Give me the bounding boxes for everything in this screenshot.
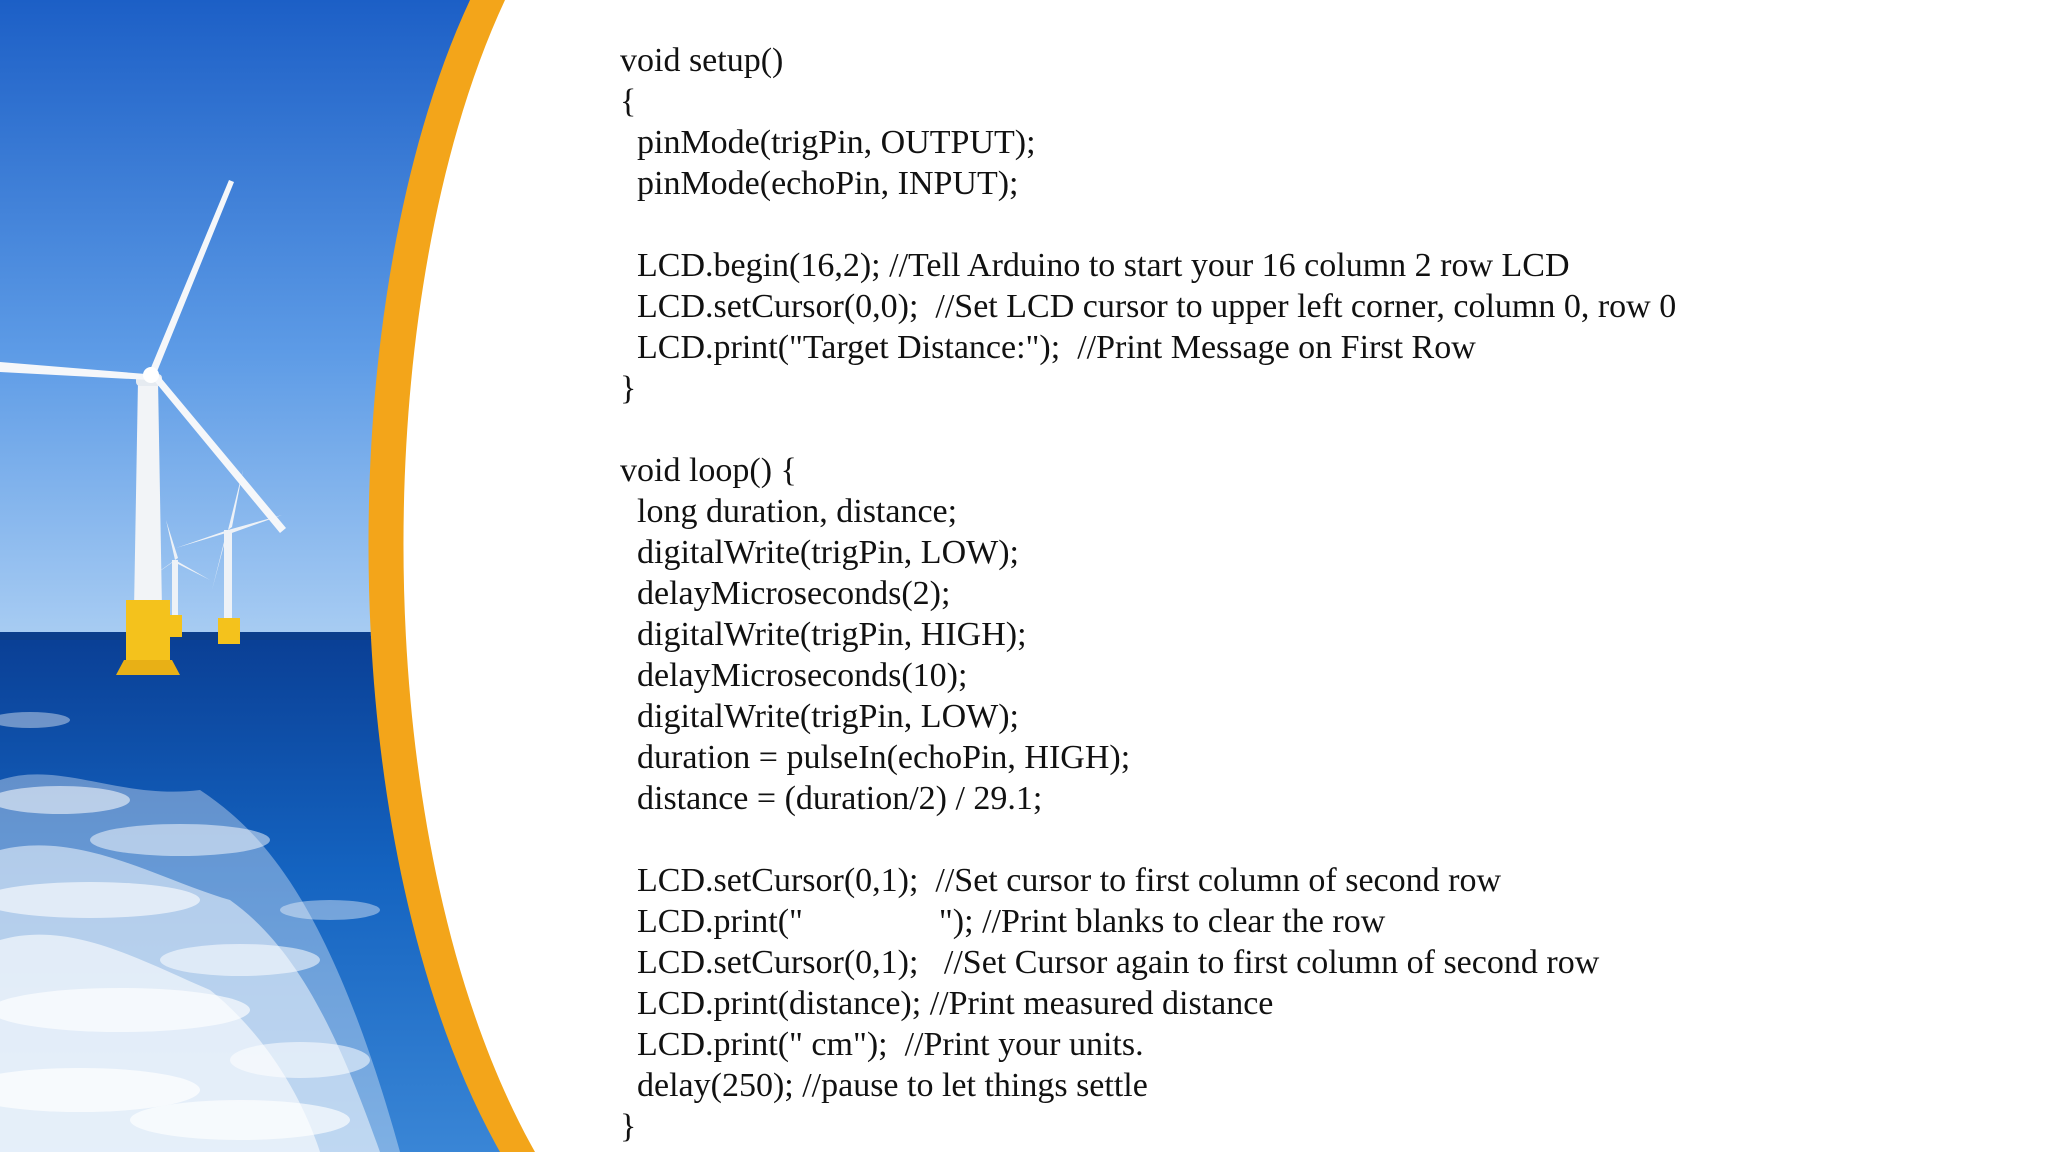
code-line: LCD.print(" cm"); //Print your units. bbox=[620, 1026, 1144, 1063]
code-line: LCD.setCursor(0,0); //Set LCD cursor to upper left corner, column 0, row 0 bbox=[620, 288, 1677, 325]
code-line: distance = (duration/2) / 29.1; bbox=[620, 780, 1043, 817]
code-line: LCD.print(distance); //Print measured distance bbox=[620, 985, 1274, 1022]
code-line: delayMicroseconds(2); bbox=[620, 575, 951, 612]
code-line: LCD.begin(16,2); //Tell Arduino to start your 16 column 2 row LCD bbox=[620, 247, 1570, 284]
code-block bbox=[620, 40, 1676, 1147]
code-line: digitalWrite(trigPin, LOW); bbox=[620, 534, 1019, 571]
code-line: { bbox=[620, 83, 637, 120]
code-line bbox=[620, 819, 1676, 860]
code-line: delayMicroseconds(10); bbox=[620, 657, 968, 694]
code-line: LCD.print(" "); //Print blanks to clear the row bbox=[620, 903, 1386, 940]
code-line: } bbox=[620, 370, 637, 407]
code-line: void loop() { bbox=[620, 452, 797, 489]
code-line: LCD.setCursor(0,1); //Set cursor to first column of second row bbox=[620, 862, 1502, 899]
code-line: void setup() bbox=[620, 42, 784, 79]
code-line: delay(250); //pause to let things settle bbox=[620, 1067, 1148, 1104]
code-line: duration = pulseIn(echoPin, HIGH); bbox=[620, 739, 1131, 776]
code-line: pinMode(echoPin, INPUT); bbox=[620, 165, 1019, 202]
code-line bbox=[620, 409, 1676, 450]
code-line: long duration, distance; bbox=[620, 493, 958, 530]
code-line: LCD.print("Target Distance:"); //Print Message on First Row bbox=[620, 329, 1476, 366]
code-line bbox=[620, 204, 1676, 245]
code-line: digitalWrite(trigPin, LOW); bbox=[620, 698, 1019, 735]
code-line: } bbox=[620, 1108, 637, 1145]
code-line: LCD.setCursor(0,1); //Set Cursor again to first column of second row bbox=[620, 944, 1600, 981]
code-line: digitalWrite(trigPin, HIGH); bbox=[620, 616, 1027, 653]
code-line: pinMode(trigPin, OUTPUT); bbox=[620, 124, 1036, 161]
